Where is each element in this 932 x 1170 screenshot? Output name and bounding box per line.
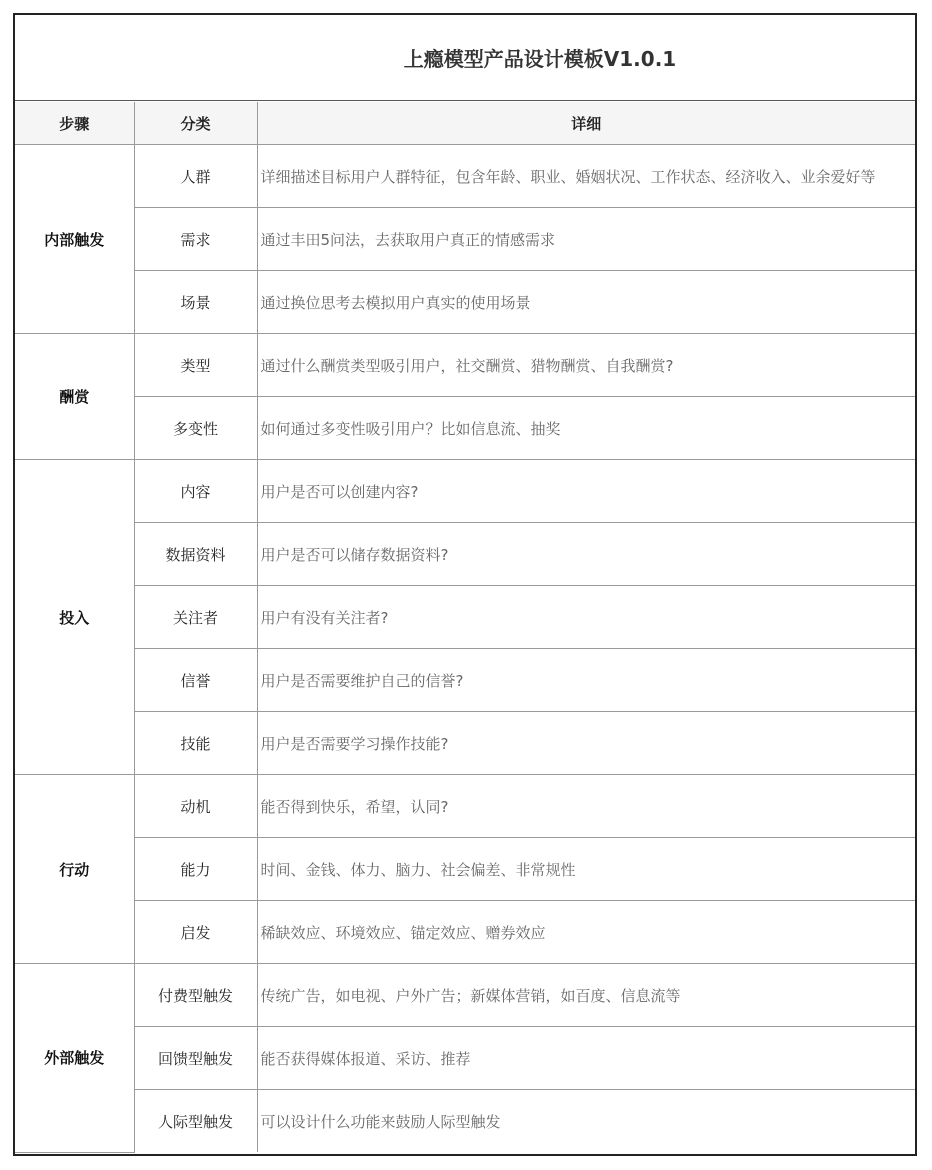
category-cell: 需求 bbox=[134, 208, 257, 271]
table-row bbox=[15, 1090, 915, 1153]
template-table-frame bbox=[13, 13, 917, 1156]
category-cell: 多变性 bbox=[134, 397, 257, 460]
detail-cell: 详细描述目标用户人群特征，包含年龄、职业、婚姻状况、工作状态、经济收入、业余爱好等 bbox=[257, 145, 915, 208]
detail-cell: 用户是否需要学习操作技能? bbox=[257, 712, 915, 775]
header-category: 分类 bbox=[134, 102, 257, 145]
detail-cell: 通过丰田5问法，去获取用户真正的情感需求 bbox=[257, 208, 915, 271]
table-row bbox=[15, 523, 915, 586]
header-detail: 详细 bbox=[257, 102, 915, 145]
page-title: 上瘾模型产品设计模板V1.0.1 bbox=[15, 15, 915, 101]
category-cell: 类型 bbox=[134, 334, 257, 397]
detail-cell: 可以设计什么功能来鼓励人际型触发 bbox=[257, 1090, 915, 1153]
table-row bbox=[15, 586, 915, 649]
detail-cell: 能否得到快乐，希望，认同? bbox=[257, 775, 915, 838]
detail-cell: 稀缺效应、环境效应、锚定效应、赠券效应 bbox=[257, 901, 915, 964]
step-cell-investment: 投入 bbox=[15, 460, 134, 775]
category-cell: 动机 bbox=[134, 775, 257, 838]
category-cell: 付费型触发 bbox=[134, 964, 257, 1027]
detail-cell: 传统广告，如电视、户外广告；新媒体营销，如百度、信息流等 bbox=[257, 964, 915, 1027]
detail-cell: 通过什么酬赏类型吸引用户，社交酬赏、猎物酬赏、自我酬赏? bbox=[257, 334, 915, 397]
table-row bbox=[15, 460, 915, 523]
category-cell: 回馈型触发 bbox=[134, 1027, 257, 1090]
table-row bbox=[15, 271, 915, 334]
table-row bbox=[15, 712, 915, 775]
category-cell: 场景 bbox=[134, 271, 257, 334]
hook-model-table bbox=[15, 102, 915, 1153]
detail-cell: 用户有没有关注者? bbox=[257, 586, 915, 649]
header-step: 步骤 bbox=[15, 102, 134, 145]
detail-cell: 时间、金钱、体力、脑力、社会偏差、非常规性 bbox=[257, 838, 915, 901]
table-row bbox=[15, 208, 915, 271]
detail-cell: 用户是否可以储存数据资料? bbox=[257, 523, 915, 586]
category-cell: 人群 bbox=[134, 145, 257, 208]
detail-cell: 如何通过多变性吸引用户？比如信息流、抽奖 bbox=[257, 397, 915, 460]
category-cell: 启发 bbox=[134, 901, 257, 964]
table-header-row bbox=[15, 102, 915, 145]
category-cell: 能力 bbox=[134, 838, 257, 901]
category-cell: 数据资料 bbox=[134, 523, 257, 586]
table-row bbox=[15, 901, 915, 964]
detail-cell: 用户是否可以创建内容? bbox=[257, 460, 915, 523]
category-cell: 技能 bbox=[134, 712, 257, 775]
category-cell: 信誉 bbox=[134, 649, 257, 712]
step-cell-action: 行动 bbox=[15, 775, 134, 964]
table-row bbox=[15, 145, 915, 208]
detail-cell: 用户是否需要维护自己的信誉? bbox=[257, 649, 915, 712]
table-row bbox=[15, 964, 915, 1027]
category-cell: 内容 bbox=[134, 460, 257, 523]
step-cell-internal-trigger: 内部触发 bbox=[15, 145, 134, 334]
table-row bbox=[15, 649, 915, 712]
table-row bbox=[15, 775, 915, 838]
step-cell-reward: 酬赏 bbox=[15, 334, 134, 460]
detail-cell: 能否获得媒体报道、采访、推荐 bbox=[257, 1027, 915, 1090]
category-cell: 关注者 bbox=[134, 586, 257, 649]
step-cell-external-trigger: 外部触发 bbox=[15, 964, 134, 1153]
category-cell: 人际型触发 bbox=[134, 1090, 257, 1153]
table-row bbox=[15, 1027, 915, 1090]
detail-cell: 通过换位思考去模拟用户真实的使用场景 bbox=[257, 271, 915, 334]
table-row bbox=[15, 334, 915, 397]
table-row bbox=[15, 838, 915, 901]
table-row bbox=[15, 397, 915, 460]
